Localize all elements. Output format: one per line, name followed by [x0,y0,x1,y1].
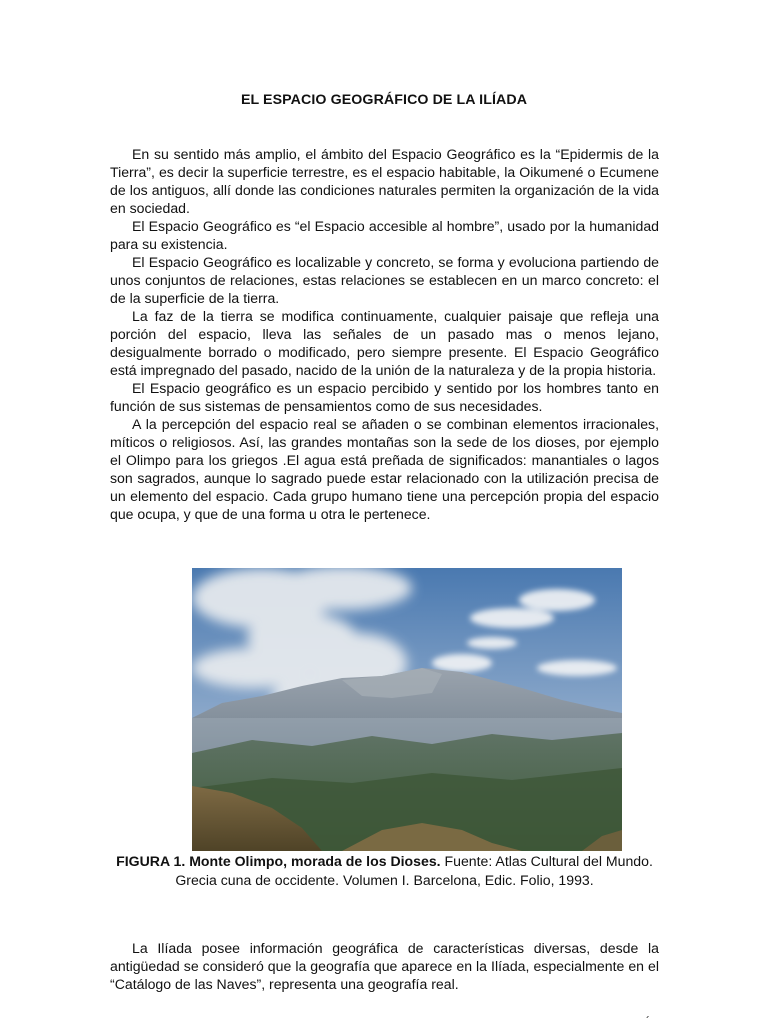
paragraph: La faz de la tierra se modifica continuamente, cualquier paisaje que refleja una porción del espacio, lleva las señales de un pasado mas o menos lejano, desigualmente borrado o modificado, pero siempre presente. El Espacio Geográfico está impregnado del pasado, nacido de la unión de la naturaleza y de la propia historia. [110,308,659,378]
paragraph: El Espacio geográfico es un espacio percibido y sentido por los hombres tanto en función de sus sistemas de pensamientos como de sus necesidades. [110,380,659,414]
document-title: EL ESPACIO GEOGRÁFICO DE LA ILÍADA [240,92,528,108]
paragraph: En su sentido más amplio, el ámbito del Espacio Geográfico es la “Epidermis de la Tierra”, es decir la superficie terrestre, es el espacio habitable, la Oikumené o Ecumene de los antiguos, allí donde las condiciones naturales permiten la organización de la vida en sociedad. [110,146,659,216]
caption-source: Fuente: Atlas Cultural del Mundo. Grecia cuna de occidente. Volumen I. Barcelona, Edic. Folio, 1993. [175,853,653,888]
paragraph: A la percepción del espacio real se añaden o se combinan elementos irracionales, míticos o religiosos. Así, las grandes montañas son la sede de los dioses, por ejemplo el Olimpo para los griegos .El agua está preñada de significados: manantiales o lagos son sagrados, aunque lo sagrado puede estar relacionado con la utilización precisa de un elemento del espacio. Cada grupo humano tiene una percepción propia del espacio que ocupa, y que de una forma u otra le pertenece. [110,416,659,522]
page-mark: ´ [646,1014,650,1028]
figure-caption [110,852,659,889]
paragraph: El Espacio Geográfico es localizable y concreto, se forma y evoluciona partiendo de unos conjuntos de relaciones, estas relaciones se establecen en un marco concreto: el de la superficie de la tierra. [110,254,659,306]
paragraph: El Espacio Geográfico es “el Espacio accesible al hombre”, usado por la humanidad para su existencia. [110,218,659,252]
mount-olympus-photo [192,568,622,851]
closing-section [110,939,659,993]
paragraph: La Ilíada posee información geográfica de características diversas, desde la antigüedad se consideró que la geografía que aparece en la Ilíada, especialmente en el “Catálogo de las Naves”, representa una geografía real. [110,940,659,992]
landscape-image [192,568,622,851]
caption-title: FIGURA 1. Monte Olimpo, morada de los Dioses. [116,853,441,869]
intro-section [110,145,659,523]
